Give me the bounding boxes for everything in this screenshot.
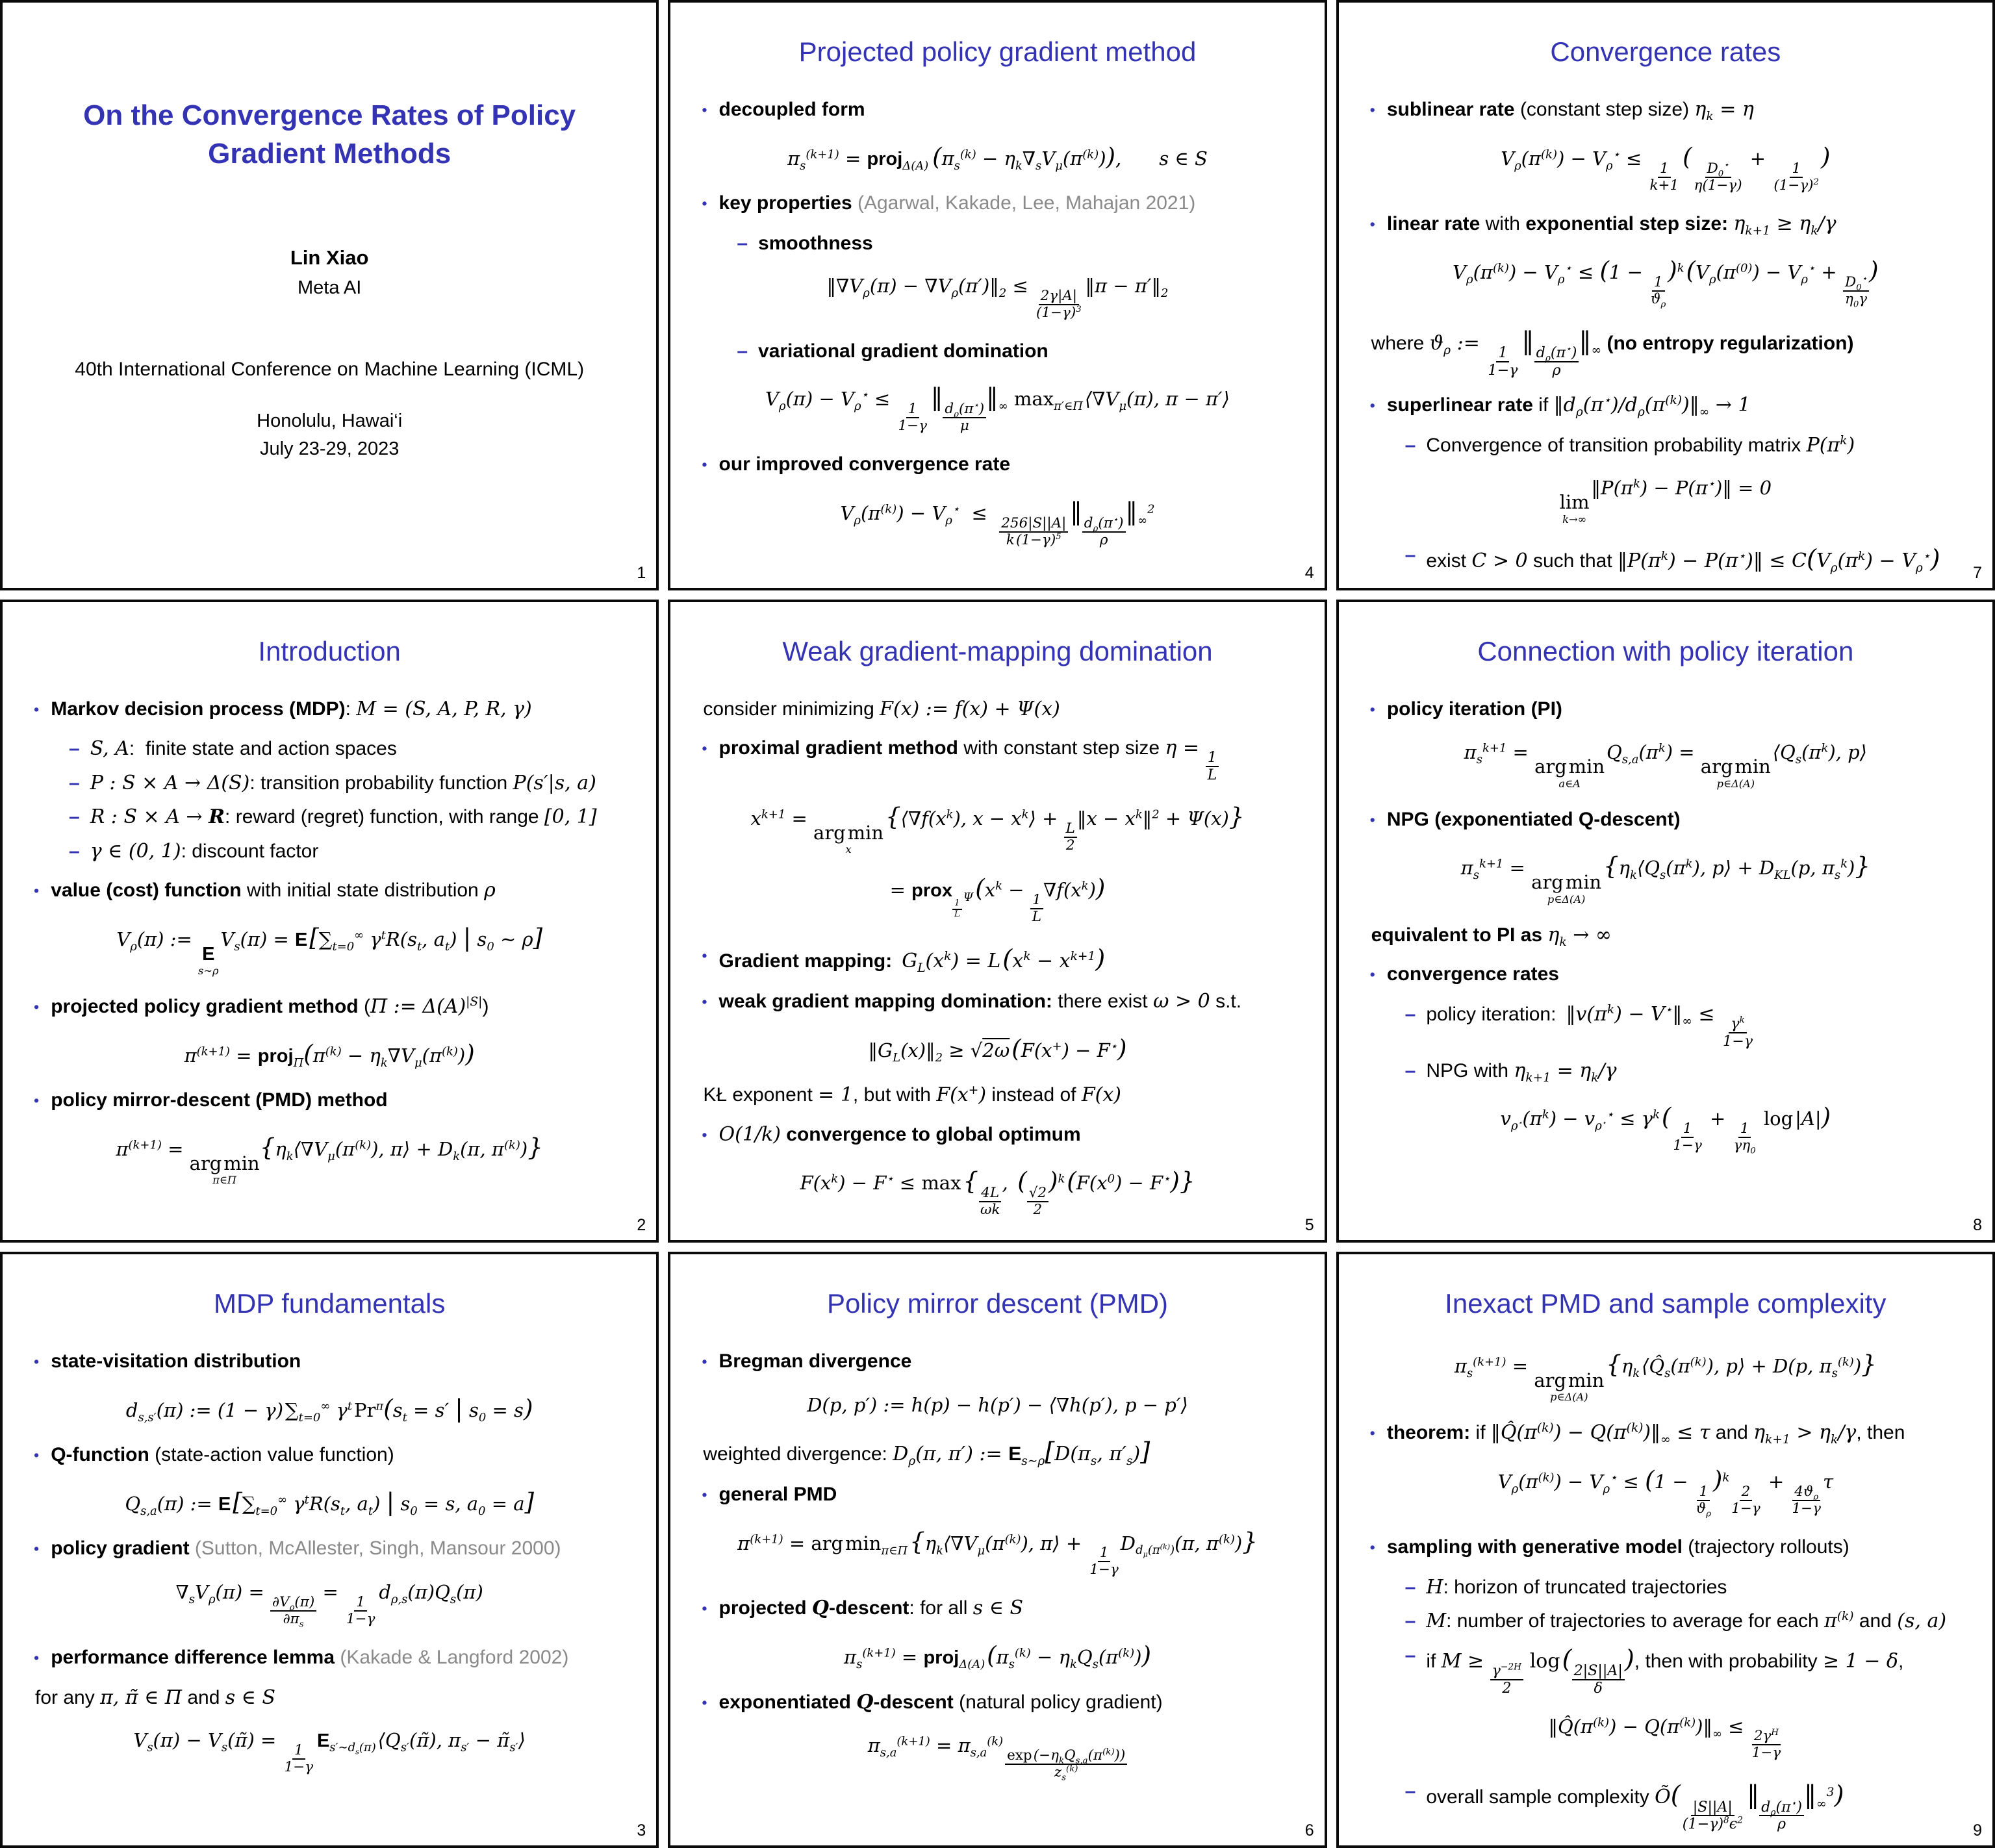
bullet-marker-icon: • — [1369, 811, 1375, 828]
bullet-item — [34, 697, 625, 723]
item-text: if M ≥ $\frac{\gamma^{-2H}}{2}$ log ( $\frac{2|S||A|}{\delta}$ ), then with probability ≥ 1 − δ, — [1426, 1644, 1904, 1697]
bullet-marker-icon: • — [702, 1126, 707, 1143]
author-name: Lin Xiao — [290, 246, 369, 269]
item-text: exponentiated Q-descent (natural policy gradient) — [718, 1690, 1163, 1714]
bullet-marker-icon: • — [34, 1092, 40, 1109]
sub-item — [737, 339, 1293, 364]
slide-page-6 — [668, 1252, 1327, 1848]
slide-page-5 — [668, 600, 1327, 1243]
bullet-item — [34, 1443, 625, 1469]
equation: $F(x^k) - F^⋆ \le \max$ { $\frac{4L}{\omega k}$ , ( $\frac{√2}{2}$ )$^k$ $(F(x^0) - F^⋆)$} — [800, 1167, 1195, 1219]
item-text: variational gradient domination — [758, 340, 1048, 362]
item-text: R : S × A → R: reward (regret) function, with range [0, 1] — [90, 805, 597, 829]
equation: $v_{\rho^⋆}(\pi^k) - v_{\rho^⋆}^⋆ \le \gamma^k$ ( $\frac{1}{1-\gamma}$ + $\frac{1}{\gamma\eta_0}$ log |A|) — [1500, 1103, 1831, 1156]
bullet-item — [1370, 962, 1961, 988]
item-text: sampling with generative model (trajectory rollouts) — [1386, 1536, 1849, 1558]
text-line: KŁ exponent = 1, but with F(x+) instead of F(x) — [703, 1083, 1121, 1107]
sub-item — [69, 805, 625, 829]
sub-item — [1405, 433, 1961, 458]
bullet-marker-icon: • — [702, 1486, 707, 1503]
slide-page-2 — [0, 600, 659, 1243]
page-number: 2 — [637, 1216, 646, 1235]
equation: = prox $_{\frac{1}{L} \Psi}$ ($x^k$ − $\frac{1}{L}$ $\nabla f(x^k)$) — [889, 874, 1106, 926]
item-text: theorem: if $‖Q̂(\pi^{(k)})$ − $Q(\pi^{(k)})‖_\infty \le \tau$ and $\eta_{k+1} > \eta_k/\gamma$, then — [1386, 1421, 1905, 1447]
bullet-item — [1370, 1421, 1961, 1447]
dash-marker-icon: – — [1404, 1576, 1416, 1598]
bullet-marker-icon: • — [702, 195, 707, 212]
bullet-item — [1370, 697, 1961, 723]
dash-marker-icon: – — [69, 772, 80, 794]
sub-item — [69, 839, 625, 864]
page-number: 6 — [1304, 1821, 1314, 1840]
bullet-item — [34, 878, 625, 904]
slide-page-7 — [1336, 0, 1995, 590]
item-text: projected policy gradient method (Π := $\Delta(A)^{|S|}$) — [51, 995, 489, 1019]
item-text: policy iteration (PI) — [1386, 698, 1562, 720]
bullet-marker-icon: • — [34, 1353, 40, 1371]
bullet-item — [702, 989, 1293, 1015]
slide-title: MDP fundamentals — [213, 1288, 446, 1319]
bullet-item — [702, 1122, 1293, 1148]
slide-title: Introduction — [258, 635, 401, 666]
item-text: superlinear rate if $‖d_\rho(\pi^⋆)/d_\rho(\pi^{(k)})‖_\infty \to 1$ — [1386, 394, 1751, 420]
equation: $\nabla_sV_\rho(\pi)$ = $\frac{\partial V_\rho(\pi)}{\partial\pi_s}$ = $\frac{1}{1-\gamma}$ $d_{\rho,s}(\pi)Q_s(\pi)$ — [175, 1581, 483, 1630]
dash-marker-icon: – — [1404, 434, 1416, 456]
equation: $\pi_s^{(k+1)}$ = arg min p∈Δ(A) {$\eta_k$ $⟨Q̂_s(\pi^{(k)})$, p⟩ + D(p, $\pi_s^{(k)}$)} — [1454, 1350, 1877, 1404]
equation: $x^{k+1}$ = arg min x {$⟨\nabla f(x^k)$, $x - x^k⟩$ + $\frac{L}{2}$ ‖x − $x^k‖^2 + \Psi(x)$} — [750, 803, 1245, 856]
item-text: Convergence of transition probability matrix $P(\pi^k)$ — [1426, 433, 1855, 457]
item-text: O(1/k) convergence to global optimum — [718, 1122, 1081, 1146]
item-text: Markov decision process (MDP): M = (S, A, P, R, γ) — [51, 697, 532, 720]
equation: $\pi_s^{(k+1)}$ = proj$_{\Delta(A)}$ $(\pi_s^{(k)} - \eta_k\nabla_sV_\mu(\pi^{(k)}))$, s ∈ S — [787, 142, 1208, 173]
page-number: 8 — [1973, 1216, 1982, 1235]
bullet-item — [702, 736, 1293, 783]
conference-location: Honolulu, Hawai‘i — [257, 410, 403, 431]
item-text: overall sample complexity Õ( $\frac{|S||A|}{(1-\gamma)^8\epsilon^2}$ ‖ $\frac{d_\rho(\pi^⋆)}{\rho}$ $‖_\infty^3$) — [1426, 1780, 1844, 1833]
dash-marker-icon: – — [69, 806, 80, 828]
bullet-item — [702, 1349, 1293, 1375]
slide-page-3 — [0, 1252, 659, 1848]
equation: $\pi_s^{(k+1)}$ = proj$_{\Delta(A)}$ $(\pi_s^{(k)} - \eta_kQ_s(\pi^{(k)}))$ — [844, 1641, 1151, 1672]
item-text: linear rate with exponential step size: $\eta_{k+1} \ge \eta_k/\gamma$ — [1386, 212, 1836, 238]
sub-item — [69, 771, 625, 796]
item-text: state-visitation distribution — [51, 1350, 301, 1373]
text-line: consider minimizing F(x) := f(x) + Ψ(x) — [703, 697, 1060, 720]
bullet-marker-icon: • — [1369, 700, 1375, 718]
dash-marker-icon: – — [1404, 1003, 1416, 1025]
equation: $V_\rho(\pi)$ := E s∼ρ $V_s(\pi) = E$ [$\sum_{t=0}^\infty$ $\gamma^tR(s_t$, $a_t$) | $s_0$ ∼ ρ] — [116, 923, 543, 977]
title-slide-content — [34, 6, 625, 584]
conference-dates: July 23-29, 2023 — [259, 438, 400, 459]
item-text: Gradient mapping: $G_L(x^k) = L$ $(x^k - x^{k+1})$ — [718, 944, 1106, 976]
bullet-marker-icon: • — [1369, 397, 1375, 414]
bullet-item — [1370, 212, 1961, 238]
dash-marker-icon: – — [1404, 544, 1416, 566]
item-text: NPG (exponentiated Q-descent) — [1386, 808, 1681, 830]
page-number: 7 — [1973, 563, 1982, 582]
bullet-marker-icon: • — [34, 882, 40, 900]
item-text: weak gradient mapping domination: there exist ω > 0 s.t. — [718, 990, 1242, 1013]
bullet-marker-icon: • — [702, 1353, 707, 1371]
page-number: 3 — [637, 1821, 646, 1840]
bullet-item — [702, 1596, 1293, 1622]
dash-marker-icon: – — [737, 232, 748, 254]
dash-marker-icon: – — [69, 738, 80, 760]
equation: $V_\rho(\pi^{(k)}) - V_\rho^⋆$ ≤ $\frac{256|S||A|}{k (1-\gamma)^5}$ ‖ $\frac{d_\rho(\pi^⋆)}{\rho}$ $‖_\infty^2$ — [840, 498, 1155, 548]
equation: $d_{s,s'}(\pi)$ := (1 − γ) $\sum_{t=0}^\infty$ $\gamma^t$ $Pr^\pi(s_t = s'$ | $s_0 = s$) — [125, 1395, 533, 1424]
equation: $\pi^{(k+1)}$ = arg min π∈Π {$\eta_k⟨\nabla V_\mu(\pi^{(k)})$, π⟩ + $D_k(\pi$, $\pi^{(k)}$)} — [116, 1133, 543, 1187]
equation: $\pi_{s,a}^{(k+1)} = \pi_{s,a}^{(k)}$ exp $(-\eta_kQ_{s,a}(\pi^{(k)}))$ $z_s^{(k)}$ — [702, 1734, 1293, 1780]
equation: $‖Q̂(\pi^{(k)})$ − $Q(\pi^{(k)})‖_\infty$ ≤ $\frac{2\gamma^H}{1-\gamma}$ — [1548, 1715, 1781, 1762]
equation: $V_\rho(\pi) - V_\rho^⋆$ ≤ $\frac{1}{1-\gamma}$ ‖ $\frac{d_\rho(\pi^⋆)}{\mu}$ $‖_\infty$ $\max_{\pi'\in\Pi}$ $⟨\nabla V_\mu(\pi)$, π − π′⟩ — [765, 383, 1230, 435]
item-text: Bregman divergence — [718, 1350, 912, 1373]
equation: $\pi_s^{k+1}$ = arg min p∈Δ(A) {$\eta_k⟨Q_s(\pi^k)$, p⟩ + $D_{KL}(p$, $\pi_s^k$)} — [1460, 852, 1870, 905]
conference-name: 40th International Conference on Machine Learning (ICML) — [75, 358, 585, 380]
author-affiliation: Meta AI — [298, 277, 362, 298]
page-number: 1 — [637, 563, 646, 582]
bullet-item — [34, 1088, 625, 1114]
dash-marker-icon: – — [1404, 1610, 1416, 1632]
bullet-marker-icon: • — [702, 740, 707, 757]
bullet-item — [702, 191, 1293, 217]
slide-page-8 — [1336, 600, 1995, 1243]
bullet-marker-icon: • — [702, 947, 707, 965]
sub-item — [737, 231, 1293, 256]
bullet-item — [34, 1536, 625, 1562]
presentation-title: On the Convergence Rates of Policy Gradient Methods — [83, 99, 576, 170]
slide-page-4 — [668, 0, 1327, 590]
equation: lim k→∞ $‖P(\pi^k)$ − P(π⋆)‖ = 0 — [1559, 477, 1772, 525]
item-text: proximal gradient method with constant step size η = $\frac{1}{L}$ — [719, 736, 1219, 783]
equation: $\pi^{(k+1)}$ = arg $\min_{\pi\in\Pi}$ {$\eta_k⟨\nabla V_\mu(\pi^{(k)})$, π⟩ + $\frac{1}{1-\gamma}$ $D_{d_\mu(\pi^{(k)})}(\pi$, $\pi^{(k)}$)} — [737, 1527, 1258, 1578]
item-text: policy gradient (Sutton, McAllester, Singh, Mansour 2000) — [51, 1538, 561, 1560]
bullet-marker-icon: • — [702, 1600, 707, 1617]
item-text: key properties (Agarwal, Kakade, Lee, Mahajan 2021) — [718, 192, 1196, 214]
page-number: 5 — [1304, 1216, 1314, 1235]
text-line: where $ϑ_\rho$ := $\frac{1}{1-\gamma}$ ‖ $\frac{d_\rho(\pi^⋆)}{\rho}$ $‖_\infty$ (no entropy regularization) — [1371, 327, 1854, 379]
item-text: γ ∈ (0, 1): discount factor — [90, 839, 319, 863]
bullet-item — [702, 1482, 1293, 1508]
sub-item — [1405, 1609, 1961, 1634]
equation: $Q_{s,a}(\pi)$ := E [$\sum_{t=0}^\infty$ $\gamma^tR(s_t$, $a_t$) | $s_0 = s$, $a_0 = a$] — [125, 1488, 534, 1518]
bullet-item — [1370, 393, 1961, 419]
bullet-item — [34, 1349, 625, 1375]
slide-title: Convergence rates — [1550, 36, 1781, 67]
bullet-item — [702, 943, 1293, 975]
text-line: weighted divergence: $D_\rho(\pi$, π′) := $E_{s\sim\rho}[D(\pi_s$, $\pi'_s$)] — [703, 1437, 1150, 1468]
item-text: policy iteration: $‖v(\pi^k)$ − $V^⋆‖_\infty$ ≤ $\frac{\gamma^k}{1-\gamma}$ — [1426, 1002, 1753, 1050]
bullet-item — [1370, 807, 1961, 833]
sub-item — [1405, 1575, 1961, 1600]
slide-title: Policy mirror descent (PMD) — [826, 1288, 1169, 1319]
bullet-marker-icon: • — [1369, 966, 1375, 983]
bullet-marker-icon: • — [34, 1649, 40, 1666]
item-text: our improved convergence rate — [718, 453, 1011, 475]
bullet-marker-icon: • — [1369, 1539, 1375, 1556]
bullet-item — [34, 1645, 625, 1671]
page-number: 9 — [1973, 1821, 1982, 1840]
equation: $V_\rho(\pi^{(k)}) - V_\rho^⋆$ ≤ $\frac{1}{k+1}$ ( $\frac{D_0^⋆}{\eta(1-\gamma)}$ + $\frac{1}{(1-\gamma)^2}$ ) — [1501, 142, 1831, 194]
bullet-item — [1370, 1535, 1961, 1561]
bullet-item — [34, 994, 625, 1020]
text-line: equivalent to PI as $\eta_k$ → ∞ — [1371, 923, 1612, 949]
equation: $‖G_L(x)‖_2 \ge √2\omega$ (F(x+) − F⋆) — [868, 1034, 1127, 1065]
dash-marker-icon: – — [1404, 1059, 1416, 1082]
bullet-marker-icon: • — [702, 456, 707, 474]
item-text: smoothness — [758, 232, 873, 254]
bullet-item — [1370, 97, 1961, 123]
bullet-marker-icon: • — [702, 993, 707, 1011]
bullet-marker-icon: • — [1369, 1424, 1375, 1442]
item-text: P : S × A → Δ(S): transition probability function P(s′|s, a) — [90, 771, 596, 794]
equation: D(p, p′) := h(p) − h(p′) − ⟨∇h(p′), p − p′⟩ — [807, 1394, 1188, 1417]
item-text: sublinear rate (constant step size) $\eta_k = \eta$ — [1386, 98, 1754, 123]
equation: $\pi^{(k+1)}$ = $proj_\Pi(\pi^{(k)} - \eta_k\nabla V_\mu(\pi^{(k)}))$ — [184, 1039, 475, 1070]
sub-item — [69, 737, 625, 761]
item-text: policy mirror-descent (PMD) method — [51, 1089, 388, 1111]
bullet-item — [702, 1690, 1293, 1716]
dash-marker-icon: – — [1404, 1780, 1416, 1803]
bullet-marker-icon: • — [1369, 215, 1375, 233]
equation: $V_\rho(\pi^{(k)}) - V_\rho^⋆ \le (1$ − $\frac{1}{ϑ_\rho}$ )$^k$ ($V_\rho(\pi^{(0)}) - V_\rho^⋆$ + $\frac{D_0^⋆}{\eta_0\gamma}$ ) — [1453, 257, 1879, 310]
bullet-item — [702, 97, 1293, 123]
dash-marker-icon: – — [69, 840, 80, 862]
bullet-marker-icon: • — [34, 700, 40, 718]
equation: $V_s(\pi)$ − $V_s(\pĩ)$ = $\frac{1}{1-\gamma}$ $E_{s'\sim d_s(\pi)}$ $⟨Q_{s'}(\pĩ)$, $\pi_{s'}$ − $\pĩ_{s'}⟩$ — [133, 1729, 526, 1775]
sub-item — [1405, 543, 1961, 575]
bullet-marker-icon: • — [34, 1447, 40, 1464]
item-text: exist C > 0 such that $‖P(\pi^k)$ − P(π⋆)‖ ≤ $C(V_\rho(\pi^k) - V_\rho^⋆)$ — [1426, 544, 1940, 575]
sub-item — [1405, 1059, 1961, 1083]
sub-item — [1405, 1002, 1961, 1050]
slide-title: Weak gradient-mapping domination — [782, 635, 1213, 666]
slide-title: Connection with policy iteration — [1477, 635, 1854, 666]
item-text: performance difference lemma (Kakade & Langford 2002) — [51, 1646, 569, 1668]
bullet-marker-icon: • — [702, 101, 707, 118]
bullet-marker-icon: • — [34, 1540, 40, 1558]
equation: $V_\rho(\pi^{(k)}) - V_\rho^⋆ \le (1$ − $\frac{1}{ϑ_\rho}$ )$^k$ $\frac{2}{1-\gamma}$ + $\frac{4ϑ_\rho}{1-\gamma}$ τ — [1497, 1466, 1833, 1519]
item-text: S, A: finite state and action spaces — [90, 737, 397, 761]
text-line: for any π, π̃ ∈ Π and s ∈ S — [35, 1686, 275, 1709]
item-text: general PMD — [718, 1483, 837, 1505]
item-text: NPG with $\eta_{k+1} = \eta_k/\gamma$ — [1426, 1059, 1617, 1085]
bullet-marker-icon: • — [1369, 101, 1375, 118]
page-number: 4 — [1304, 563, 1314, 582]
item-text: M: number of trajectories to average for each $\pi^{(k)}$ and (s, a) — [1426, 1610, 1947, 1633]
slide-page-9 — [1336, 1252, 1995, 1848]
sub-item — [1405, 1643, 1961, 1697]
slide-page-1 — [0, 0, 659, 590]
bullet-marker-icon: • — [34, 998, 40, 1016]
item-text: H: horizon of truncated trajectories — [1426, 1575, 1727, 1599]
dash-marker-icon: – — [1404, 1644, 1416, 1666]
equation: $‖\nabla V_\rho(\pi)$ − $\nabla V_\rho(\pi')‖_2$ ≤ $\frac{2\gamma|A|}{(1-\gamma)^3}$ ‖π − $\pi'‖_2$ — [826, 275, 1169, 322]
item-text: projected Q-descent: for all s ∈ S — [718, 1597, 1024, 1620]
bullet-item — [702, 452, 1293, 478]
bullet-marker-icon: • — [702, 1693, 707, 1711]
item-text: decoupled form — [718, 99, 865, 120]
item-text: value (cost) function with initial state distribution ρ — [51, 879, 496, 902]
equation: $\pi_s^{k+1}$ = arg min a∈A $Q_{s,a}(\pi^k)$ = arg min p∈Δ(A) $⟨Q_s(\pi^k)$, p⟩ — [1464, 741, 1867, 790]
slide-title: Inexact PMD and sample complexity — [1445, 1288, 1887, 1319]
sub-item — [1405, 1779, 1961, 1832]
slide-title: Projected policy gradient method — [798, 36, 1197, 67]
item-text: convergence rates — [1386, 963, 1559, 985]
item-text: Q-function (state-action value function) — [51, 1444, 394, 1466]
dash-marker-icon: – — [737, 340, 748, 362]
